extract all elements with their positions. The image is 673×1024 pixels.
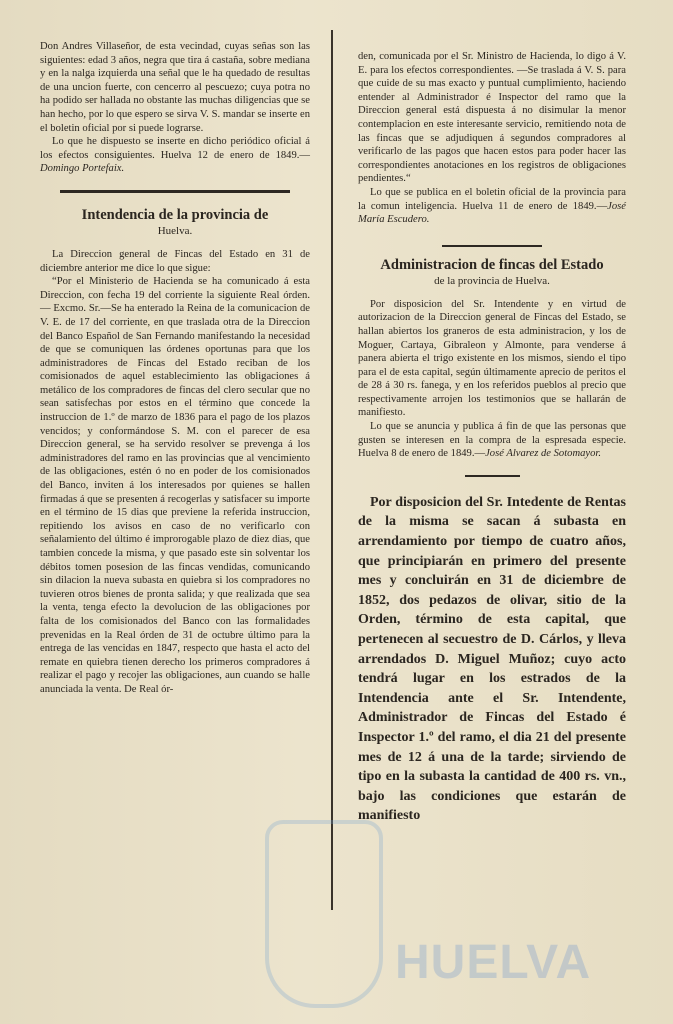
- right-column: [358, 50, 626, 826]
- right-paragraph: Lo que se anuncia y publica á fin de que las personas que gusten se interesen en la compra de la espresada especie. Huelva 8 de enero de 1849.—José Alvarez de Sotomayor.: [358, 421, 626, 460]
- notice-text: Por disposicion del Sr. Intedente de Rentas de la misma se sacan á subasta en arrendamiento por tiempo de cuatro años, que principiarán en primero del presente mes y concluirán en 31 de diciembre de 1852, dos pedazos de olivar, sitio de la Orden, término de esta capital, que pertenecen al secuestro de D. Cárlos, y lleva arrendados D. Miguel Muñoz; cuyo acto tendrá lugar en los estrados de la Intendencia ante el Sr. Intendente, Administrador de Fincas del Estado é Inspector 1.º del ramo, el dia 21 del presente mes de 12 á una de la tarde; sirviendo de tipo en la subasta la cantidad de 400 rs. vn., bajo las condiciones que estarán de manifiesto: [358, 494, 626, 824]
- left-column: [40, 40, 310, 697]
- watermark-logo: HUELVA: [395, 936, 592, 989]
- left-paragraph: La Direccion general de Fincas del Estado en 31 de diciembre anterior me dice lo que sigue:: [40, 248, 310, 274]
- section-divider: [60, 190, 290, 193]
- right-paragraph: den, comunicada por el Sr. Ministro de Hacienda, lo digo á V. E. para los efectos correspondientes. —Se traslada á V. S. para que cuide de su mas exacto y puntual cumplimiento, haciendo entender al Administrador é Inspector del ramo que la Direccion general está dispuesta á no disimular la menor contemplacion en este interesante servicio, remitiendo nota de las fincas que se adjudiquen á segundos compradores al verificarlo de las pagos que hacen estos para poder hacer las correspondientes anotaciones en los registros de obligaciones pendientes.“: [358, 51, 626, 185]
- crest-watermark-icon: [265, 820, 383, 1008]
- section-title: Intendencia de la provincia de: [81, 206, 269, 223]
- auction-notice: [358, 493, 626, 826]
- left-paragraph: “Por el Ministerio de Hacienda se ha comunicado á esta Direccion, con fecha 19 del corriente la siguiente Real órden.— Excmo. Sr.—Se ha enterado la Reina de la comunicacion de V. E. de 17 del corriente, en que traslada otra de la Direccion del Banco Español de San Fernando manifestando la necesidad de que se comuniquen las órdenes oportunas para que los administradores de Fincas del Estado reciban de los comisionados de aquel establecimiento las obligaciones á metálico de los compradores de fincas del clero secular que no sean satisfechas por estos en el término que concede la instruccion de 1.º de marzo de 1836 para el pago de los plazos vencidos; y conformándose S. M. con el parecer de esa Direccion general, se ha servido resolver se prevenga á los administradores del ramo en las provincias que al vencimiento de las obligaciones, estén ó no en poder de los comisionados del Banco, inviten á los interesados por quienes se hallen firmadas á que se presenten á recogerlas y satisfacer su importe en el término de 15 dias que previene la referida instruccion, repitiendo los avisos en caso de no verificarlo con señalamiento del último é improrogable plazo de diez dias, que tambien concede la misma, y que pasado este sin solventar los débitos tomen posesion de las fincas vendidas, comunicando sin dilacion la nueva subasta en quiebra si los compradores no tuvieren otros bienes de pronta salida; y que realizada que sea la venta, tenga efecto la devolucion de las obligaciones por falta de los comisionados del Banco con las formalidades prevenidas en la Real órden de 31 de octubre último para la entrega de las vencidas en 1847, respecto que hasta el acto del remate en quiebra tienen derecho los primeros compradores á realizar el pago y recojer las obligaciones, aun cuando se halle anunciada la venta. De Real ór-: [40, 276, 310, 695]
- signature: José Alvarez de Sotomayor.: [485, 448, 602, 460]
- section-divider: [442, 245, 542, 247]
- left-paragraph: Lo que he dispuesto se inserte en dicho periódico oficial á los efectos consiguientes. Huelva 12 de enero de 1849.—Domingo Portefaix.: [40, 136, 310, 175]
- section-subtitle: de la provincia de Huelva.: [434, 274, 550, 287]
- signature: Domingo Portefaix.: [40, 163, 125, 175]
- right-paragraph: Lo que se publica en el boletin oficial de la provincia para la comun inteligencia. Huelva 11 de enero de 1849.—José María Escudero.: [358, 186, 626, 226]
- signature: José María Escudero.: [358, 200, 626, 226]
- left-paragraph: Don Andres Villaseñor, de esta vecindad, cuyas señas son las siguientes: edad 3 años, negra que tira á castaña, sobre mediana y en la nalga izquierda una señal que le ha quedado de resultas de una uncion fuerte, con cencerro al pescuezo; cuya potra no ha podido ser hallada no obstante las muchas diligencias que se han hecho, por lo que espero se sirva V. S. mandar se inserte en el boletin oficial por si puede lograrse.: [40, 41, 310, 134]
- section-divider: [465, 475, 520, 477]
- column-rule: [331, 30, 333, 910]
- section-title: Administracion de fincas del Estado: [380, 256, 604, 273]
- section-subtitle: Huelva.: [157, 224, 193, 237]
- right-paragraph: Por disposicion del Sr. Intendente y en virtud de autorizacion de la Direccion general de Fincas del Estado, se hallan abiertos los graneros de esta administracion, y los de Moguer, Cartaya, Gibraleon y Almonte, para venderse á panera abierta el trigo existente en los mismos, siendo el tipo para el de esta capital, según últimamente aprecio de peritos el de 28 á 30 rs. fanega, y en los referidos pueblos al precio que respectivamente arrojen los testimonios que se hallarán de manifiesto.: [358, 298, 626, 419]
